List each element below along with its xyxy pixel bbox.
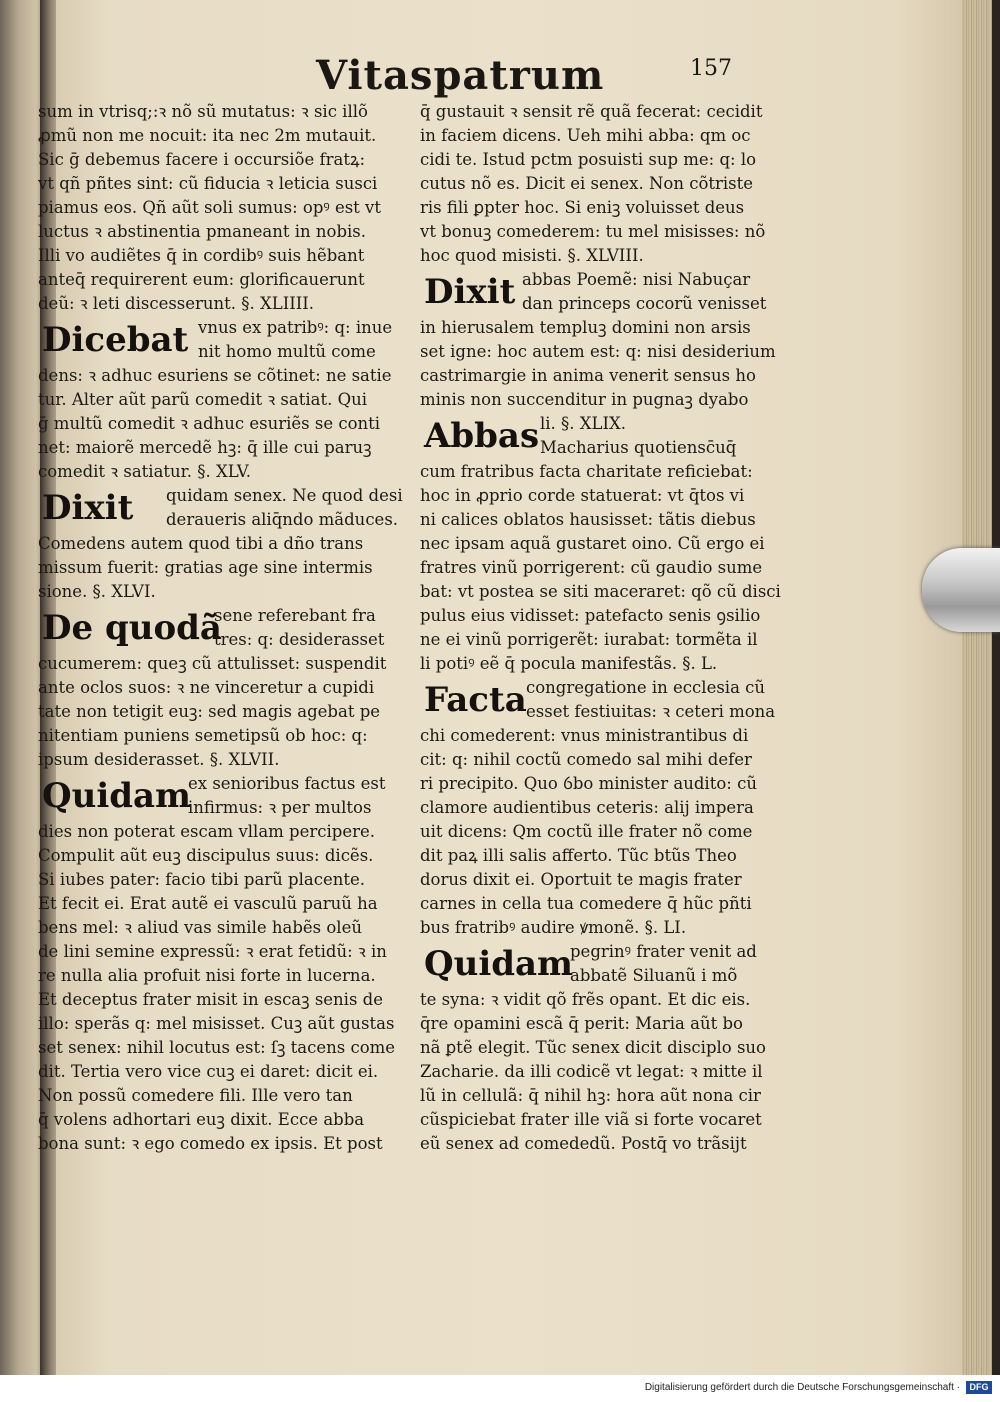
section-heading	[420, 676, 788, 724]
initial-word: Abbas	[424, 416, 540, 456]
text-line: ne ei vinũ porrigerẽt: iurabat: tormẽta il	[420, 630, 758, 649]
text-line: dit paꝝ illi salis afferto. Tũc btũs Theo	[420, 846, 737, 865]
text-line: nã ꝑtẽ elegit. Tũc senex dicit disciplo suo	[420, 1038, 766, 1057]
text-line: uit dicens: Qm coctũ ille frater nõ come	[420, 822, 753, 841]
heading-line: nit homo multũ come	[198, 342, 376, 361]
text-line: Compulit aũt euꝫ discipulus suus: dicẽs.	[38, 846, 374, 865]
section-heading	[420, 268, 788, 316]
text-line: in hierusalem templuꝫ domini non arsis	[420, 318, 751, 337]
text-line: deũ: ꝛ leti discesserunt. §. XLIIII.	[38, 294, 315, 313]
text-line: cum fratribus facta charitate reficiebat:	[420, 462, 753, 481]
section-heading	[38, 772, 400, 820]
text-line: fratres vinũ porrigerent: cũ gaudio sume	[420, 558, 763, 577]
text-line: q̄re opamini escã q̄ perit: Maria aũt bo	[420, 1014, 743, 1033]
text-line: ris fili ꝑpter hoc. Si eniꝫ voluisset deus	[420, 198, 745, 217]
section-heading	[420, 940, 788, 988]
text-line: piamus eos. Qñ aũt soli sumus: opꝰ est vt	[38, 198, 381, 217]
text-line: Zacharie. da illi codicẽ vt legat: ꝛ mitte il	[420, 1062, 763, 1081]
text-line: tur. Alter aũt parũ comedit ꝛ satiat. Qui	[38, 390, 368, 409]
text-line: lũ in cellulã: q̄ nihil hꝫ: hora aũt nona cir	[420, 1086, 761, 1105]
text-column-left	[38, 100, 403, 1156]
text-line: dens: ꝛ adhuc esuriens se cõtinet: ne satie	[38, 366, 392, 385]
text-line: pulus eius vidisset: patefacto senis ꝯsilio	[420, 606, 761, 625]
text-line: cutus nõ es. Dicit ei senex. Non cõtriste	[420, 174, 754, 193]
initial-word: Facta	[424, 680, 527, 720]
text-line: ḡ multũ comedit ꝛ adhuc esuriẽs se conti	[38, 414, 381, 433]
heading-line: tres: q: desiderasset	[214, 630, 385, 649]
text-line: bus fratribꝰ audire ꝟmonẽ. §. LI.	[420, 918, 687, 937]
text-line: te syna: ꝛ vidit qõ frẽs opant. Et dic eis.	[420, 990, 751, 1009]
text-line: in faciem dicens. Ueh mihi abba: qm oc	[420, 126, 751, 145]
text-line: Et deceptus frater misit in escaꝫ senis de	[38, 990, 383, 1009]
heading-line: abbatẽ Siluanũ i mõ	[570, 966, 738, 985]
text-line: ante oclos suos: ꝛ ne vinceretur a cupidi	[38, 678, 375, 697]
text-line: eũ senex ad comededũ. Postq̄ vo trãsijt	[420, 1134, 747, 1153]
text-line: hoc quod misisti. §. XLVIII.	[420, 246, 644, 265]
footer-credit: Digitalisierung gefördert durch die Deutsche Forschungsgemeinschaft ·	[644, 1382, 960, 1393]
text-line: Si iubes pater: facio tibi parũ placente.	[38, 870, 365, 889]
text-line: Sic ḡ debemus facere i occursiõe fratꝝ:	[38, 150, 366, 169]
text-line: carnes in cella tua comedere q̄ hũc pñti	[420, 894, 752, 913]
text-line: q̄ gustauit ꝛ sensit rẽ quã fecerat: cecidit	[420, 102, 763, 121]
text-line: Non possũ comedere fili. Ille vero tan	[38, 1086, 353, 1105]
text-line: q̄ volens adhortari euꝫ dixit. Ecce abba	[38, 1110, 365, 1129]
heading-line: congregatione in ecclesia cũ	[526, 678, 766, 697]
text-line: nec ipsam aquã gustaret oino. Cũ ergo ei	[420, 534, 765, 553]
text-line: Illi vo audiẽtes q̄ in cordibꝰ suis hẽbant	[38, 246, 365, 265]
text-line: tate non tetigit euꝫ: sed magis agebat pe	[38, 702, 381, 721]
heading-line: pegrinꝰ frater venit ad	[570, 942, 757, 961]
initial-word: Dixit	[42, 488, 134, 528]
page-stack-edge	[962, 0, 992, 1375]
text-line: li potiꝰ eẽ q̄ pocula manifestãs. §. L.	[420, 654, 718, 673]
text-line: chi comederent: vnus ministrantibus di	[420, 726, 749, 745]
heading-line: vnus ex patribꝰ: q: inue	[198, 318, 393, 337]
heading-line: li. §. XLIX.	[540, 414, 626, 433]
heading-line: dan princeps cocorũ venisset	[522, 294, 767, 313]
text-line: castrimargie in anima venerit sensus ho	[420, 366, 756, 385]
text-line: minis non succenditur in pugnaꝫ dyabo	[420, 390, 749, 409]
text-line: nitentiam puniens semetipsũ ob hoc: q:	[38, 726, 368, 745]
heading-line: ex senioribus factus est	[188, 774, 386, 793]
text-line: anteq̄ requirerent eum: glorificauerunt	[38, 270, 365, 289]
text-line: ipsum desiderasset. §. XLVII.	[38, 750, 280, 769]
text-line: cucumerem: queꝫ cũ attulisset: suspendit	[38, 654, 387, 673]
text-line: bens mel: ꝛ aliud vas simile habẽs oleũ	[38, 918, 362, 937]
text-line: luctus ꝛ abstinentia pmaneant in nobis.	[38, 222, 366, 241]
text-line: ri precipito. Quo ỽbo minister audito: cũ	[420, 774, 757, 793]
text-column-right	[420, 100, 788, 1156]
text-line: sum in vtrisq;:ꝛ nõ sũ mutatus: ꝛ sic illõ	[38, 102, 368, 121]
initial-word: Dicebat	[42, 320, 189, 360]
text-line: cit: q: nihil coctũ comedo sal mihi defer	[420, 750, 752, 769]
initial-word: De quodã	[42, 608, 222, 648]
initial-word: Dixit	[424, 272, 516, 312]
text-line: dies non poterat escam vllam percipere.	[38, 822, 376, 841]
text-line: ꝓmũ non me nocuit: ita nec 2m mutauit.	[38, 126, 377, 145]
text-line: cidi te. Istud pctm posuisti sup me: q: lo	[420, 150, 757, 169]
text-line: ni calices oblatos hausisset: tãtis diebus	[420, 510, 756, 529]
heading-line: esset festiuitas: ꝛ ceteri mona	[526, 702, 776, 721]
initial-word: Quidam	[42, 776, 192, 816]
initial-word: Quidam	[424, 944, 574, 984]
page-title: Vitaspatrum	[316, 52, 605, 99]
text-line: clamore audientibus ceteris: alij impera	[420, 798, 754, 817]
text-line: dorus dixit ei. Oportuit te magis frater	[420, 870, 742, 889]
section-heading	[38, 316, 400, 364]
text-line: dit. Tertia vero vice cuꝫ ei daret: dicit ei.	[38, 1062, 379, 1081]
text-line: cũspiciebat frater ille viã si forte vocaret	[420, 1110, 762, 1129]
text-line: hoc in ꝓprio corde statuerat: vt q̄tos vi	[420, 486, 745, 505]
text-line: set senex: nihil locutus est: ſꝫ tacens come	[38, 1038, 396, 1057]
section-heading	[38, 484, 403, 532]
heading-line: sene referebant fra	[214, 606, 376, 625]
digitization-footer	[0, 1375, 1000, 1402]
heading-line: Macharius quotiensc̄uq̄	[540, 438, 737, 457]
section-heading	[38, 604, 400, 652]
heading-line: abbas Poemẽ: nisi Nabuçar	[522, 270, 751, 289]
text-line: vt qñ pñtes sint: cũ fiducia ꝛ leticia susci	[38, 174, 378, 193]
text-line: Et fecit ei. Erat autẽ ei vasculũ paruũ ha	[38, 894, 378, 913]
text-line: sione. §. XLVI.	[38, 582, 156, 601]
text-line: missum fuerit: gratias age sine intermis	[38, 558, 373, 577]
folio-number: 157	[690, 56, 732, 81]
text-line: bona sunt: ꝛ ego comedo ex ipsis. Et post	[38, 1134, 383, 1153]
heading-line: infirmus: ꝛ per multos	[188, 798, 372, 817]
text-line: set igne: hoc autem est: q: nisi desiderium	[420, 342, 776, 361]
text-line: re nulla alia profuit nisi forte in lucerna.	[38, 966, 376, 985]
text-line: vt bonuꝫ comederem: tu mel misisses: nõ	[420, 222, 766, 241]
text-line: de lini semine expressũ: ꝛ erat fetidũ: ꝛ in	[38, 942, 387, 961]
text-line: net: maiorẽ mercedẽ hꝫ: q̄ ille cui paruꝫ	[38, 438, 372, 457]
text-line: bat: vt postea se siti maceraret: qõ cũ disci	[420, 582, 781, 601]
text-line: illo: sperãs q: mel misisset. Cuꝫ aũt gustas	[38, 1014, 395, 1033]
dfg-logo: DFG	[966, 1381, 992, 1394]
heading-line: deraueris aliq̄ndo mãduces.	[166, 510, 399, 529]
section-heading	[420, 412, 788, 460]
heading-line: quidam senex. Ne quod desi	[166, 486, 403, 505]
text-line: Comedens autem quod tibi a dño trans	[38, 534, 364, 553]
page-clip	[922, 548, 1000, 632]
text-line: comedit ꝛ satiatur. §. XLV.	[38, 462, 251, 481]
